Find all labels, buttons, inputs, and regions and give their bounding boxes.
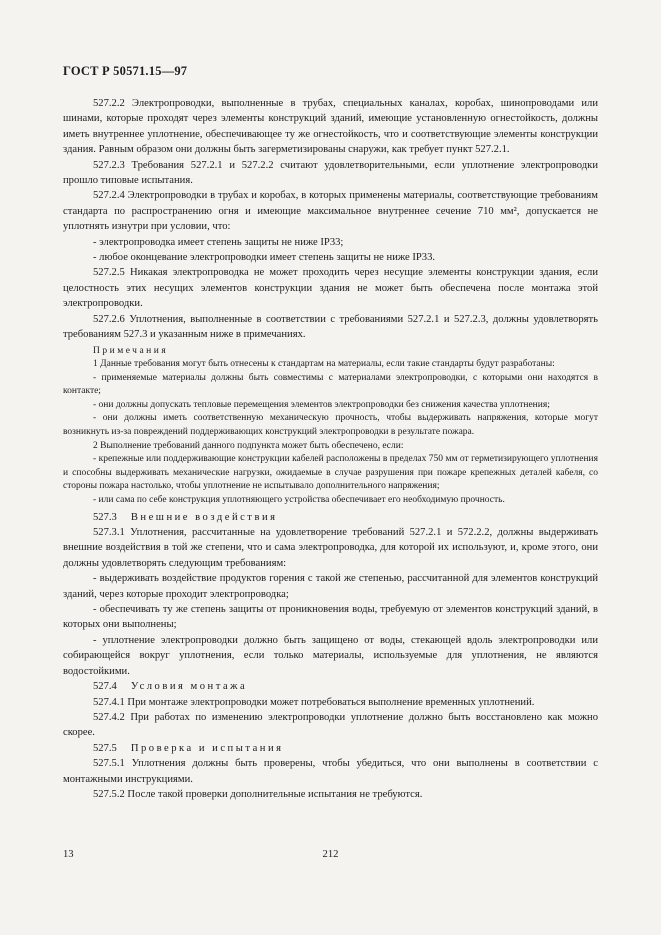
note-1: 1 Данные требования могут быть отнесены к стандартам на материалы, если такие стандарты будут разработаны:	[93, 359, 555, 370]
section-number: 527.3	[93, 511, 117, 523]
page-number-left: 13	[63, 849, 74, 860]
note-1-item-a: - применяемые материалы должны быть совместимы с материалами электропроводки, с которыми они находятся в контакте;	[63, 372, 598, 397]
paragraph-527-2-5: 527.2.5 Никакая электропроводка не может проходить через несущие элементы конструкции здания, если целостность этих несущих элементов конструкции здания не может быть обеспечена после монтажа этой электропроводки.	[63, 267, 598, 310]
paragraph-527-5-2: 527.5.2 После такой проверки дополнительные испытания не требуются.	[93, 788, 423, 800]
list-item-ip33-wiring: - электропроводка имеет степень защиты не ниже IP33;	[93, 236, 344, 248]
list-item-ip33-termination: - любое оконцевание электропроводки имеет степень защиты не ниже IP33.	[93, 252, 436, 264]
note-2-item-b: - или сама по себе конструкция уплотняющего устройства обеспечивает его необходимую прочность.	[93, 495, 505, 506]
note-1-item-b: - они должны допускать тепловые перемещения элементов электропроводки без снижения качества уплотнения;	[93, 399, 550, 410]
notes-title: Примечания	[93, 345, 169, 356]
section-title: Внешние воздействия	[130, 511, 278, 523]
paragraph-527-5-1: 527.5.1 Уплотнения должны быть проверены, чтобы убедиться, что они выполнены в соответствии с монтажными инструкциями.	[63, 758, 598, 785]
paragraph-527-3-1: 527.3.1 Уплотнения, рассчитанные на удовлетворение требований 527.2.1 и 572.2.2, должны выдерживать внешние воздействия в той же степени, что и сама электропроводка, для которой их используют, и, кроме этого, они должны удовлетворять следующим требованиям:	[63, 527, 598, 569]
list-item-water-resistance: - уплотнение электропроводки должно быть защищено от воды, стекающей вдоль электропроводки или собирающейся вокруг уплотнения, если только материалы, используемые для уплотнения, не являются водостойкими.	[63, 634, 598, 677]
paragraph-527-4-2: 527.4.2 При работах по изменению электропроводки уплотнение должно быть восстановлено как можно скорее.	[63, 711, 598, 739]
paragraph-527-2-6: 527.2.6 Уплотнения, выполненные в соответствии с требованиями 527.2.1 и 527.2.3, должны удовлетворять требованиям 527.3 и указанным ниже в примечаниях.	[63, 313, 598, 341]
note-2: 2 Выполнение требований данного подпункта может быть обеспечено, если:	[93, 440, 404, 451]
section-number: 527.4	[93, 681, 117, 693]
note-1-item-c: - они должны иметь соответственную механическую прочность, чтобы выдерживать напряжения, которые могут возникнуть из-за повреждений поддерживающих конструкций электропроводки в результате пожара.	[63, 413, 598, 438]
section-title: Условия монтажа	[130, 681, 248, 693]
page-number-center: 212	[322, 849, 339, 860]
paragraph-527-2-2: 527.2.2 Электропроводки, выполненные в трубах, специальных каналах, коробах, шинопроводами или шинами, которые проходят через элементы конструкций зданий, имеющие установленную огнестойкость, должны иметь внутреннее уплотнение, обеспечивающее ту же огнестойкость, что и соответствующие элементы конструкции здания. Равным образом они должны быть загерметизированы снаружи, как требует пункт 527.2.1.	[63, 98, 598, 156]
paragraph-527-2-3: 527.2.3 Требования 527.2.1 и 527.2.2 считают удовлетворительными, если уплотнение электропроводки прошло типовые испытания.	[63, 159, 598, 187]
paragraph-527-4-1: 527.4.1 При монтаже электропроводки может потребоваться выполнение временных уплотнений.	[93, 696, 535, 708]
paragraph-527-2-4: 527.2.4 Электропроводки в трубах и коробах, в которых применены материалы, соответствующие требованиям стандарта по распространению огня и имеющие максимальное внутреннее сечение 710 мм², допускается не уплотнять изнутри при условии, что:	[63, 190, 598, 233]
document-header: ГОСТ Р 50571.15—97	[63, 64, 188, 78]
section-heading-527-4	[63, 679, 598, 694]
list-item-combustion: - выдерживать воздействие продуктов горения с такой же степенью, рассчитанной для элементов конструкций зданий, через которые проходит электропроводка;	[63, 573, 598, 600]
section-heading-527-5	[63, 741, 598, 756]
note-2-item-a: - крепежные или поддерживающие конструкции кабелей расположены в пределах 750 мм от герметизирующего уплотнения и способны выдерживать механические нагрузки, ожидаемые в случае разрушения при пожаре крепежных деталей кабеля, со стороны пожара настолько, чтобы уплотнение не испытывало дополнительного напряжения;	[63, 454, 598, 492]
section-heading-527-3	[63, 510, 598, 525]
list-item-water-protection: - обеспечивать ту же степень защиты от проникновения воды, требуемую от элементов конструкций зданий, в которых они выполнены;	[63, 604, 598, 631]
page-content	[63, 96, 598, 802]
section-number: 527.5	[93, 742, 117, 754]
section-title: Проверка и испытания	[130, 742, 284, 754]
